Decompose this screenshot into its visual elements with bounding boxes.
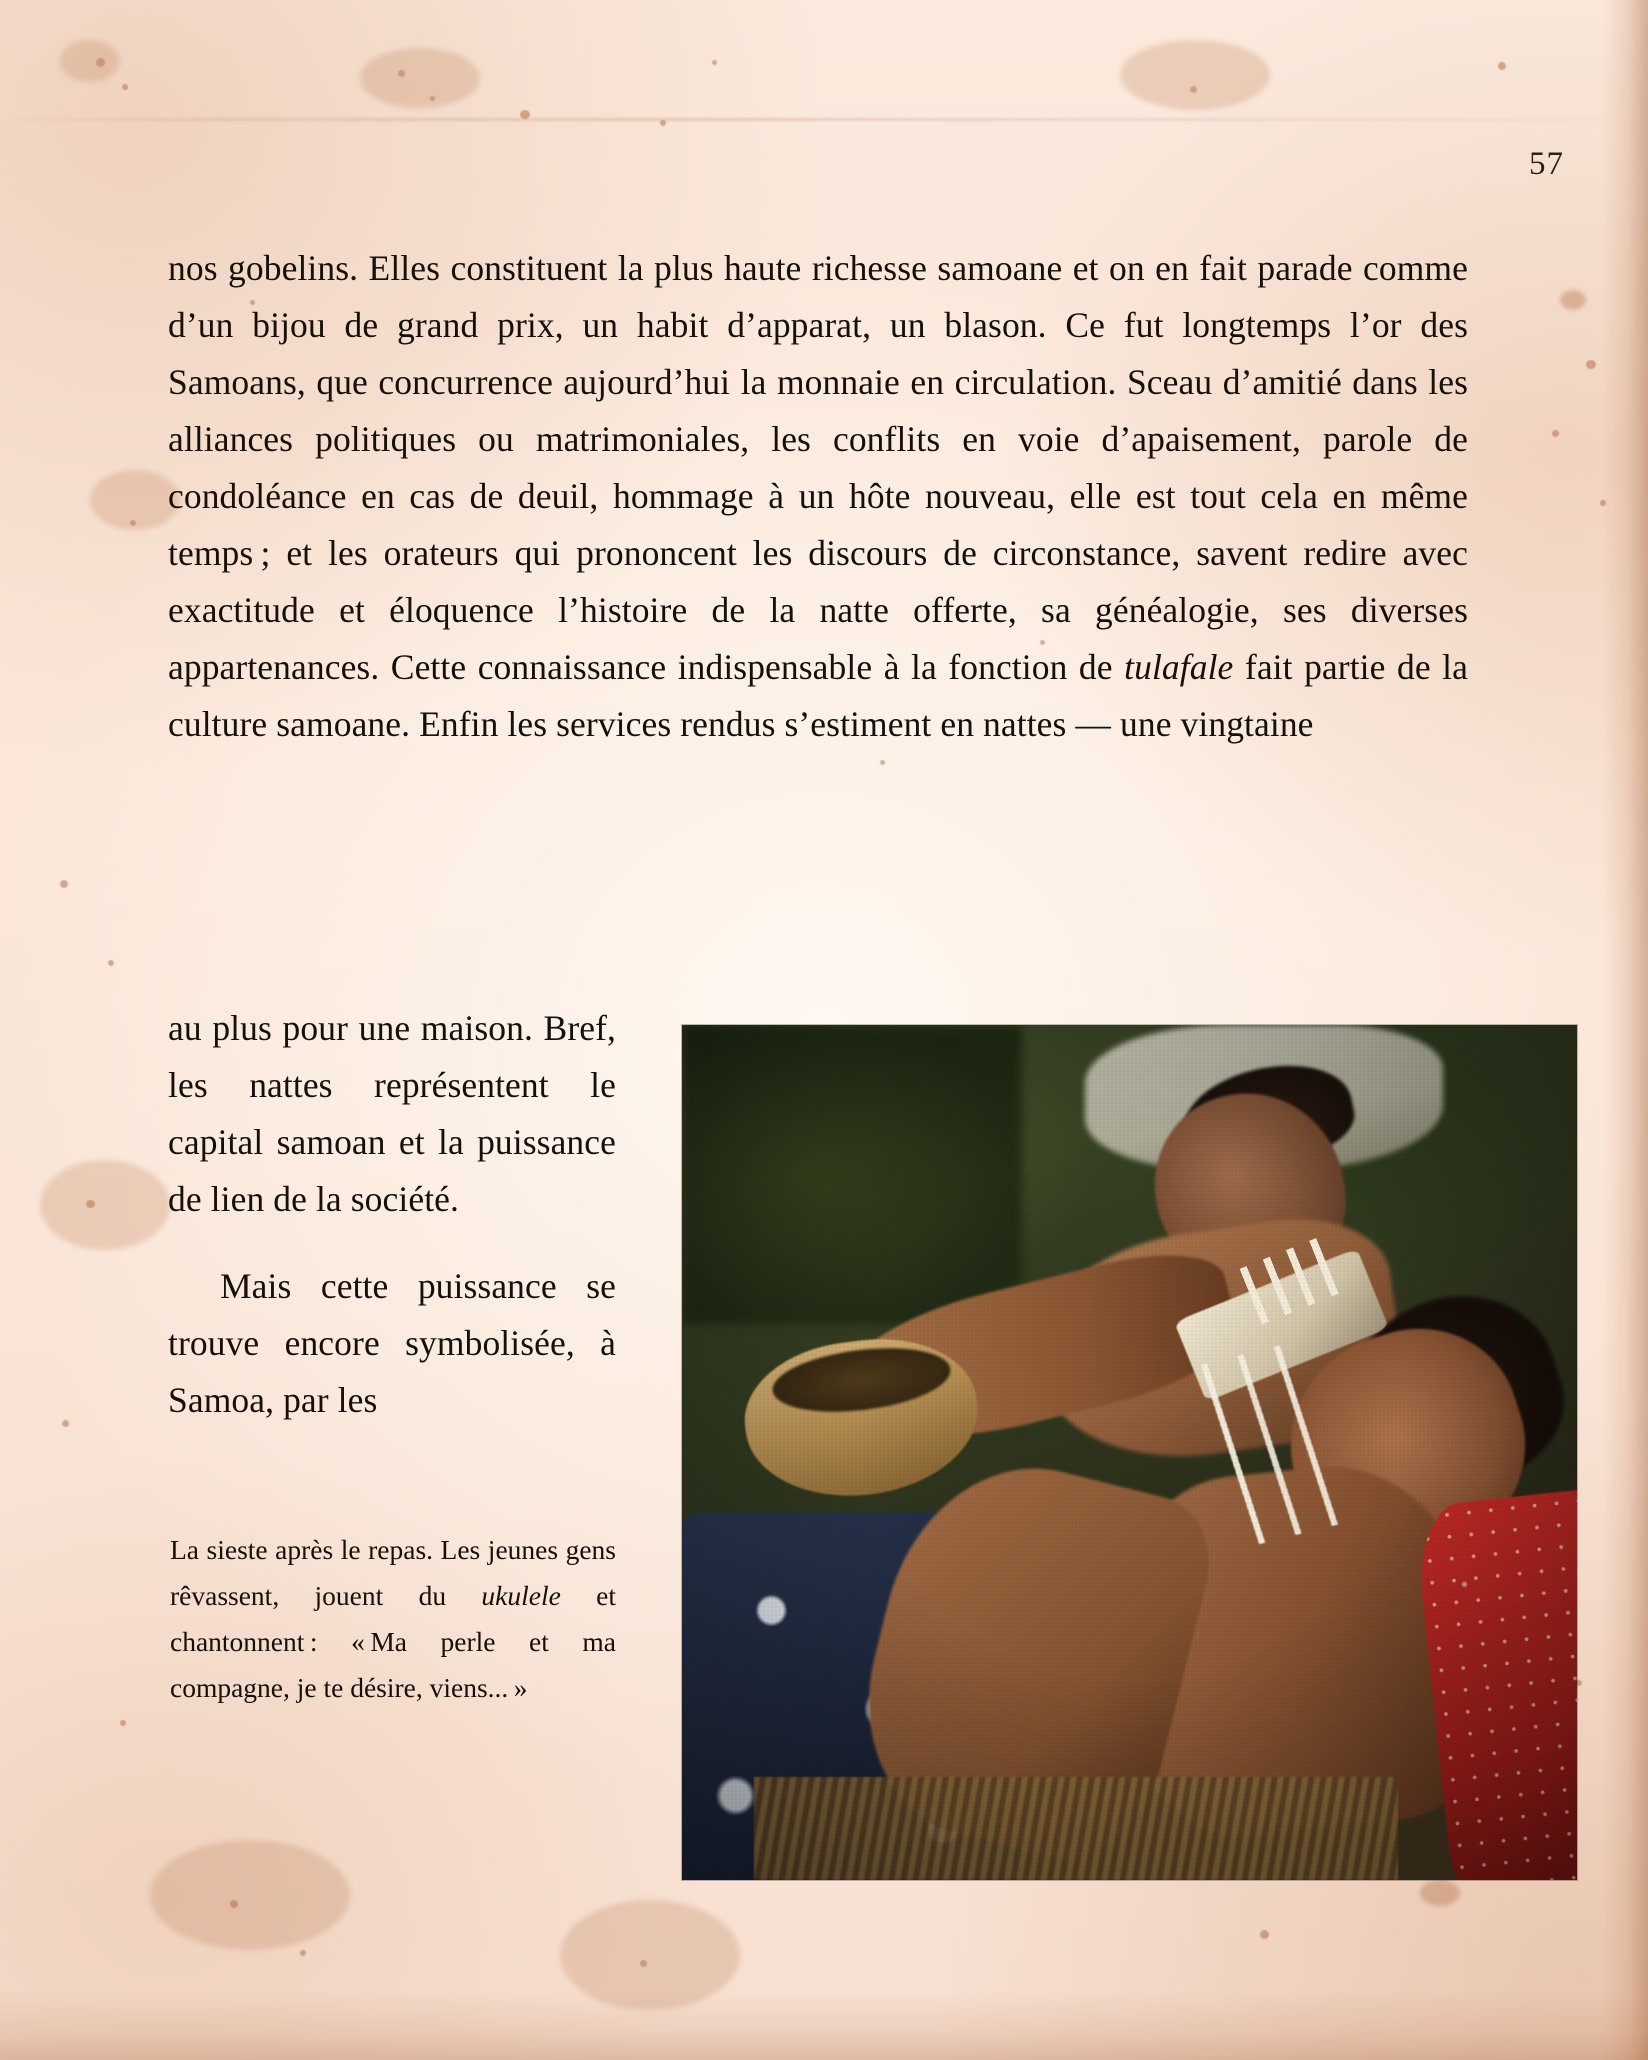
- page-number: 57: [1529, 146, 1564, 182]
- photo-vignette: [682, 1025, 1577, 1880]
- main-text-block: [168, 240, 1468, 753]
- body-paragraph: nos gobelins. Elles constituent la plus haute richesse samoane et on en fait parade comme d’un bijou de grand prix, un habit d’apparat, un blason. Ce fut longtemps l’or des Samoans, que concurrence aujourd’hui la monnaie en circulation. Sceau d’amitié dans les alliances politiques ou matrimoniales, les conflits en voie d’apaisement, parole de condoléance en cas de deuil, hommage à un hôte nouveau, elle est tout cela en même temps ; et les orateurs qui prononcent les discours de circonstance, savent redire avec exactitude et éloquence l’histoire de la natte offerte, sa généalogie, ses diverses appartenances. Cette connaissance indispensable à la fonction de tulafale fait partie de la culture samoane. Enfin les services rendus s’estiment en nattes — une vingtaine: [168, 248, 1468, 744]
- photograph: [682, 1025, 1577, 1880]
- narrow-text-column: [168, 1000, 616, 1429]
- figure-caption: La sieste après le repas. Les jeunes gens rêvassent, jouent du ukulele et chantonnent : « Ma perle et ma compagne, je te désire, viens... »: [170, 1534, 616, 1703]
- body-paragraph-continued: au plus pour une maison. Bref, les nattes représentent le capital samoan et la puissance de lien de la société.: [168, 1008, 616, 1219]
- page-right-edge-shadow: [1602, 0, 1648, 2060]
- body-paragraph-next: Mais cette puissance se trouve encore symbolisée, à Samoa, par les: [168, 1266, 616, 1420]
- page-bottom-edge-shadow: [0, 1990, 1648, 2060]
- paper-crease: [0, 118, 1648, 121]
